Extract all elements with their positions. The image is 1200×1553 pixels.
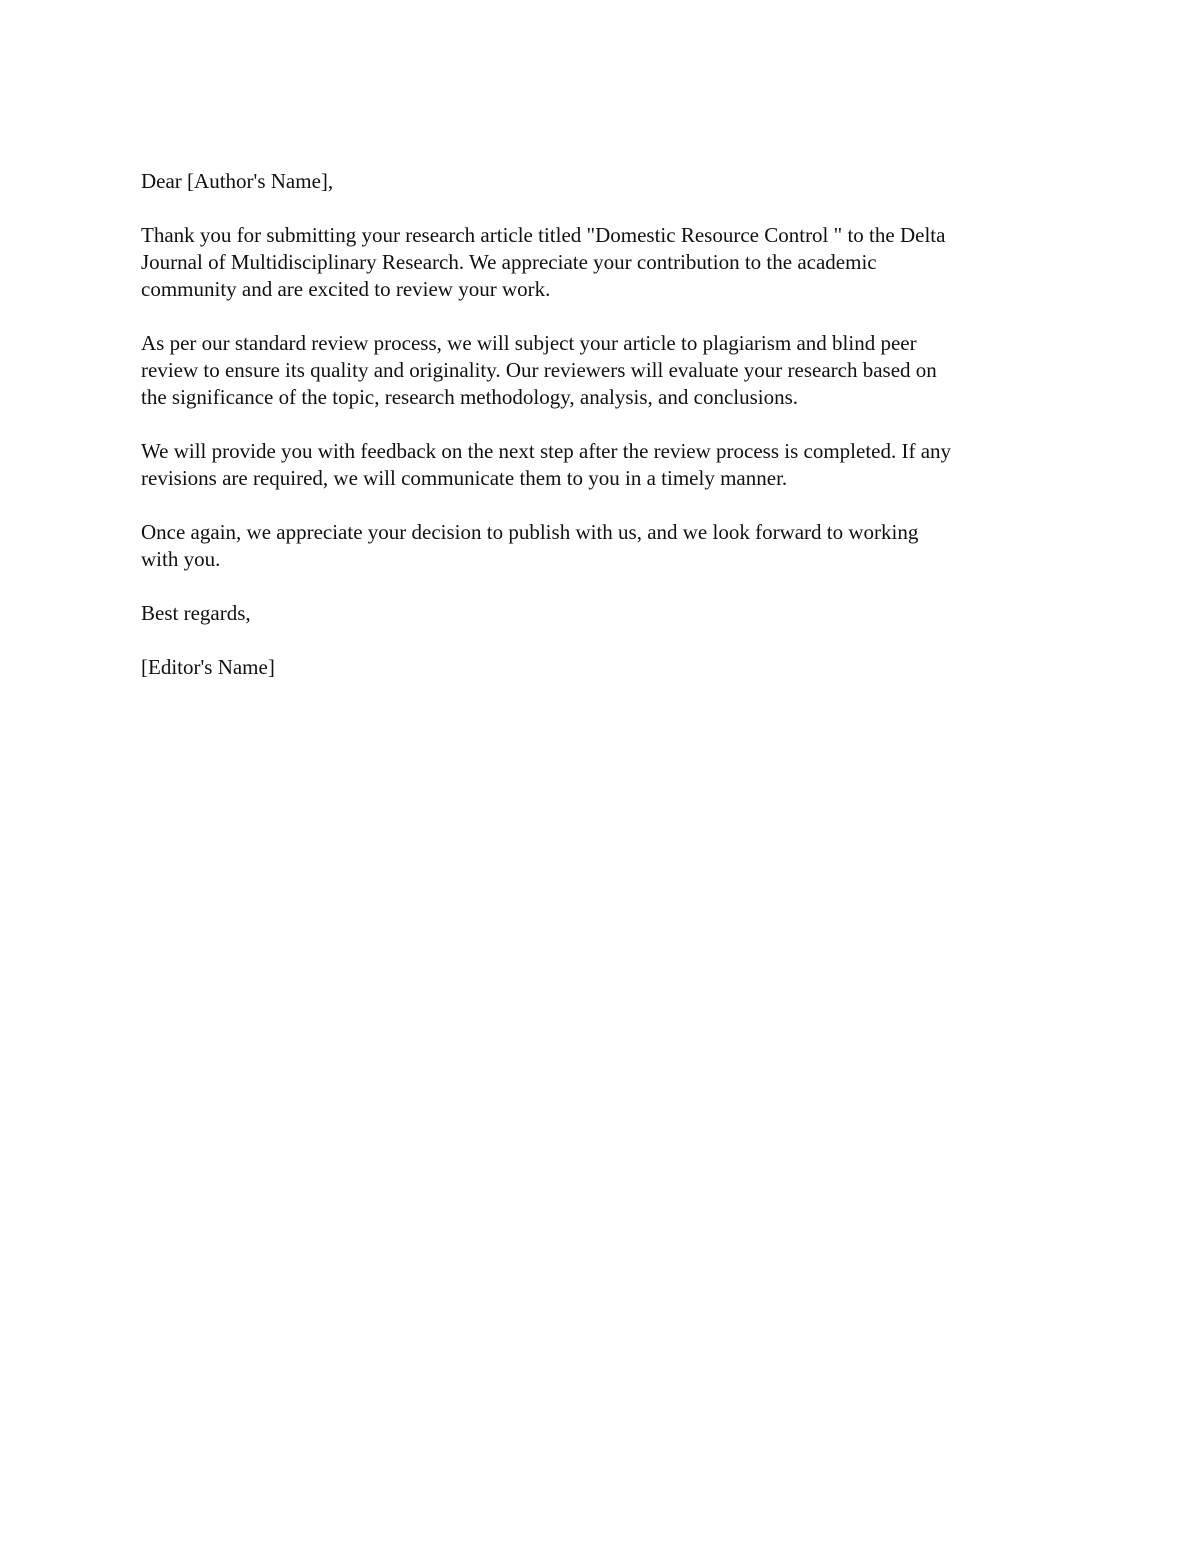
paragraph-line: review to ensure its quality and originality. Our reviewers will evaluate your research based on <box>141 358 937 382</box>
paragraph-line: Journal of Multidisciplinary Research. We appreciate your contribution to the academic <box>141 250 877 274</box>
salutation: Dear [Author's Name], <box>141 169 334 193</box>
letter-body <box>141 168 1061 708</box>
paragraph-line: community and are excited to review your work. <box>141 277 551 301</box>
closing: Best regards, <box>141 601 251 625</box>
paragraph-line: with you. <box>141 547 221 571</box>
paragraph-line: As per our standard review process, we will subject your article to plagiarism and blind peer <box>141 331 917 355</box>
paragraph-review-process <box>141 330 1061 411</box>
paragraph-line: the significance of the topic, research methodology, analysis, and conclusions. <box>141 385 799 409</box>
signature: [Editor's Name] <box>141 655 275 679</box>
paragraph-line: We will provide you with feedback on the next step after the review process is completed. If any <box>141 439 952 463</box>
paragraph-submission-thanks <box>141 222 1061 303</box>
paragraph-line: Once again, we appreciate your decision to publish with us, and we look forward to working <box>141 520 919 544</box>
paragraph-line: revisions are required, we will communicate them to you in a timely manner. <box>141 466 788 490</box>
paragraph-line: Thank you for submitting your research article titled "Domestic Resource Control " to the Delta <box>141 223 946 247</box>
paragraph-feedback <box>141 438 1061 492</box>
paragraph-appreciation <box>141 519 1061 573</box>
